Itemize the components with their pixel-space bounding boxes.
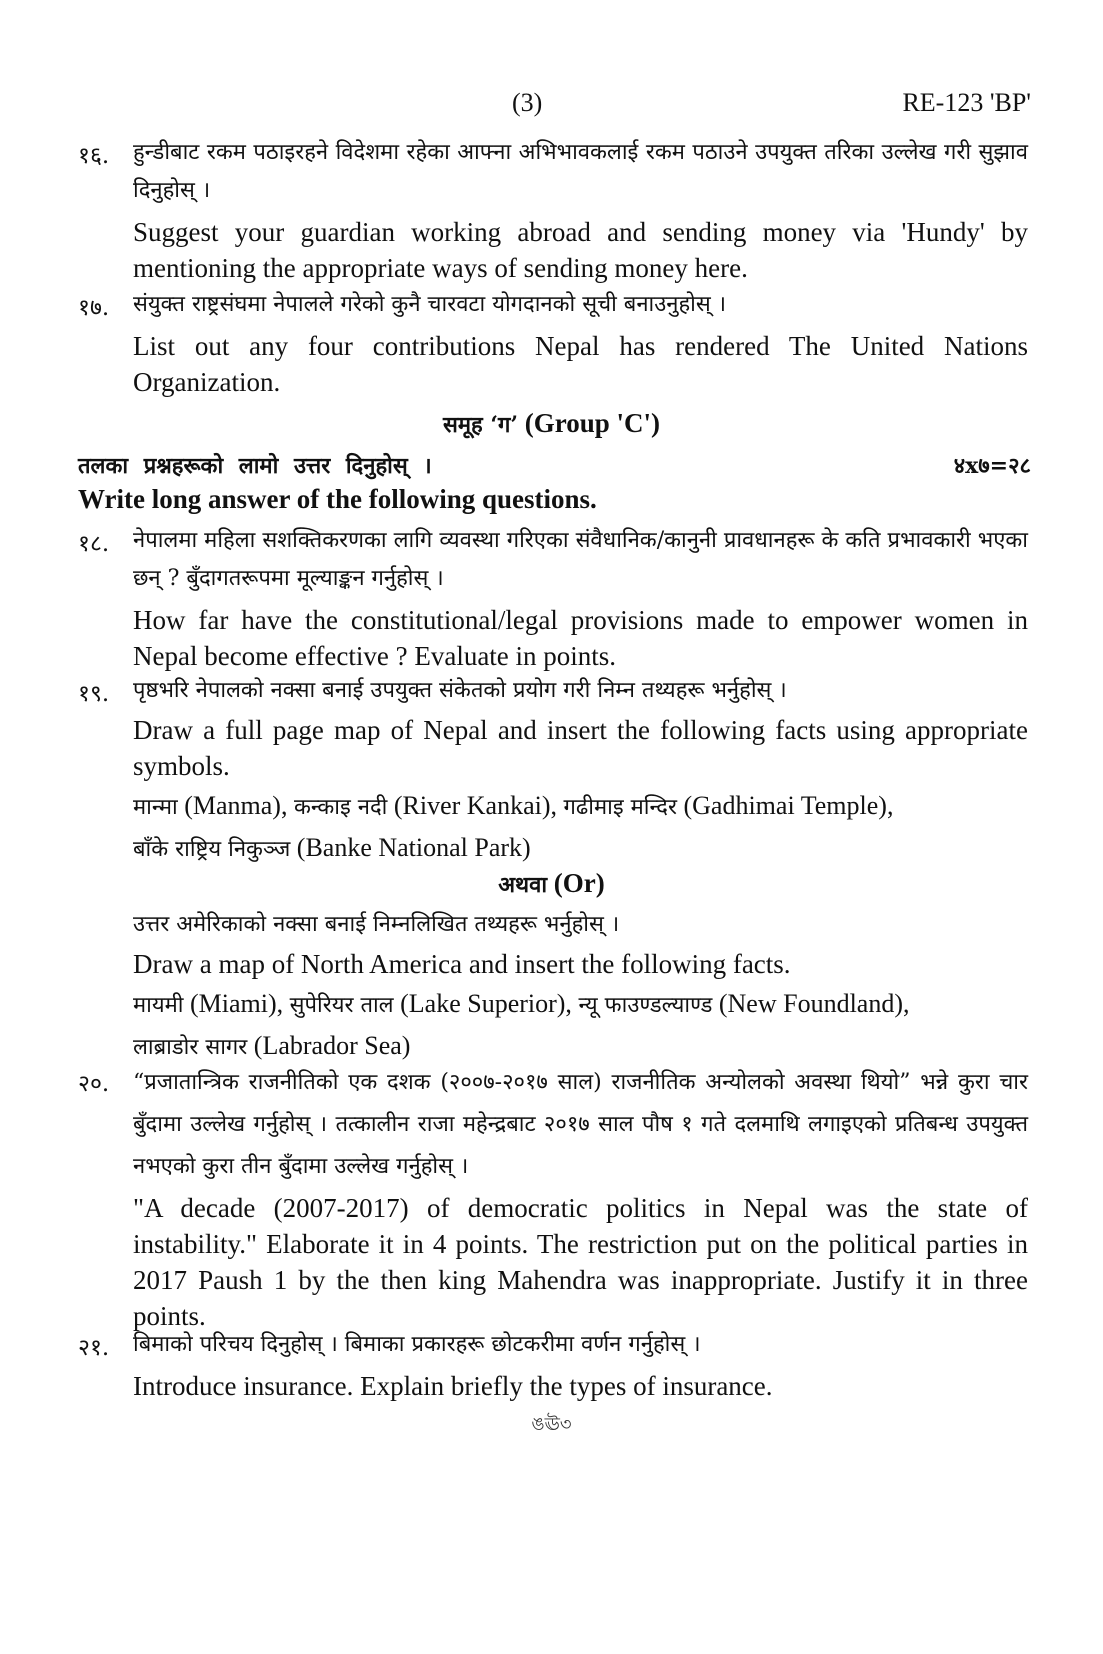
page-number: (3) — [512, 88, 543, 117]
question-number: १७. — [78, 295, 110, 321]
fact-nepali: गढीमाइ मन्दिर — [563, 795, 677, 820]
fact-english: (New Foundland), — [718, 989, 910, 1018]
question-19-alternative — [78, 906, 1028, 1068]
marks-allocation: ४x७=२८ — [953, 453, 1031, 479]
question-number: १६. — [78, 143, 110, 169]
question-text-english: "A decade (2007-2017) of democratic politics in Nepal was the state of instability." Elaborate it in 4 points. The restriction put on the political parties in 2017 Paush 1 by the then king Mahendra was inappropriate. Justify it in three points. — [133, 1193, 1028, 1331]
question-19 — [78, 672, 1028, 870]
question-number: १८. — [78, 531, 110, 557]
question-text-english: Suggest your guardian working abroad and sending money via 'Hundy' by mentioning the appropriate ways of sending money here. — [133, 217, 1028, 283]
footer-ornament: ঙঊ৩ — [531, 1414, 572, 1434]
fact-nepali: न्यू फाउण्डल्याण्ड — [578, 993, 713, 1018]
or-nepali: अथवा — [498, 872, 548, 898]
or-divider — [0, 868, 1103, 899]
question-text-english: How far have the constitutional/legal provisions made to empower women in Nepal become effective ? Evaluate in points. — [133, 605, 1028, 671]
instruction-english: Write long answer of the following questions. — [78, 484, 597, 514]
question-17 — [78, 286, 1028, 400]
fact-nepali: मान्मा — [133, 795, 178, 820]
fact-english: (Gadhimai Temple), — [683, 791, 894, 820]
or-english: (Or) — [553, 868, 605, 898]
question-16 — [78, 134, 1028, 286]
question-text-nepali: “प्रजातान्त्रिक राजनीतिको एक दशक (२००७-२०१७ साल) राजनीतिक अन्योलको अवस्था थियो” भन्ने कुरा चार बुँदामा उल्लेख गर्नुहोस् । तत्कालीन राजा महेन्द्रबाट २०१७ साल पौष १ गते दलमाथि लगाइएको प्रतिबन्ध उपयुक्त नभएको कुरा तीन बुँदामा उल्लेख गर्नुहोस् । — [133, 1070, 1028, 1179]
map-facts-list — [133, 786, 1028, 870]
alt-map-facts-list — [133, 984, 1028, 1068]
question-21 — [78, 1326, 1028, 1404]
question-number: २१. — [78, 1335, 110, 1361]
question-number: २०. — [78, 1071, 110, 1097]
question-text-nepali: बिमाको परिचय दिनुहोस् । बिमाका प्रकारहरू छोटकरीमा वर्णन गर्नुहोस् । — [133, 1332, 701, 1357]
question-text-nepali: संयुक्त राष्ट्रसंघमा नेपालले गरेको कुनै चारवटा योगदानको सूची बनाउनुहोस् । — [133, 292, 727, 317]
fact-english: (Banke National Park) — [296, 833, 531, 862]
fact-nepali: मायमी — [133, 993, 184, 1018]
instruction-nepali: तलका प्रश्नहरूको लामो उत्तर दिनुहोस् । — [78, 453, 432, 479]
question-text-english: Draw a full page map of Nepal and insert the following facts using appropriate symbols. — [133, 715, 1028, 781]
fact-english: (Miami), — [189, 989, 284, 1018]
group-heading — [0, 408, 1103, 439]
fact-english: (Labrador Sea) — [253, 1031, 411, 1060]
fact-nepali: सुपेरियर ताल — [289, 993, 394, 1018]
fact-nepali: बाँके राष्ट्रिय निकुञ्ज — [133, 837, 291, 862]
question-text-english: List out any four contributions Nepal has rendered The United Nations Organization. — [133, 331, 1028, 397]
question-18 — [78, 522, 1028, 674]
fact-english: (Manma), — [184, 791, 288, 820]
question-text-nepali: नेपालमा महिला सशक्तिकरणका लागि व्यवस्था गरिएका संवैधानिक/कानुनी प्रावधानहरू के कति प्रभावकारी भएका छन् ? बुँदागतरूपमा मूल्याङ्कन गर्नुहोस् । — [133, 528, 1028, 591]
question-text-nepali: हुन्डीबाट रकम पठाइरहने विदेशमा रहेका आफ्ना अभिभावकलाई रकम पठाउने उपयुक्त तरिका उल्लेख गरी सुझाव दिनुहोस् । — [133, 140, 1028, 203]
alt-question-english: Draw a map of North America and insert the following facts. — [133, 949, 791, 979]
group-heading-english: (Group 'C') — [524, 408, 661, 438]
group-heading-nepali: समूह ‘ग’ — [442, 412, 519, 438]
fact-english: (River Kankai), — [393, 791, 558, 820]
fact-nepali: लाब्राडोर सागर — [133, 1035, 248, 1060]
question-text-nepali: पृष्ठभरि नेपालको नक्सा बनाई उपयुक्त संकेतको प्रयोग गरी निम्न तथ्यहरू भर्नुहोस् । — [133, 678, 787, 703]
alt-question-nepali: उत्तर अमेरिकाको नक्सा बनाई निम्नलिखित तथ्यहरू भर्नुहोस् । — [133, 912, 620, 937]
fact-nepali: कन्काइ नदी — [293, 795, 388, 820]
fact-english: (Lake Superior), — [400, 989, 572, 1018]
paper-code: RE-123 'BP' — [902, 88, 1031, 117]
question-20 — [78, 1062, 1028, 1334]
question-text-english: Introduce insurance. Explain briefly the types of insurance. — [133, 1371, 773, 1401]
question-number: १९. — [78, 681, 110, 707]
